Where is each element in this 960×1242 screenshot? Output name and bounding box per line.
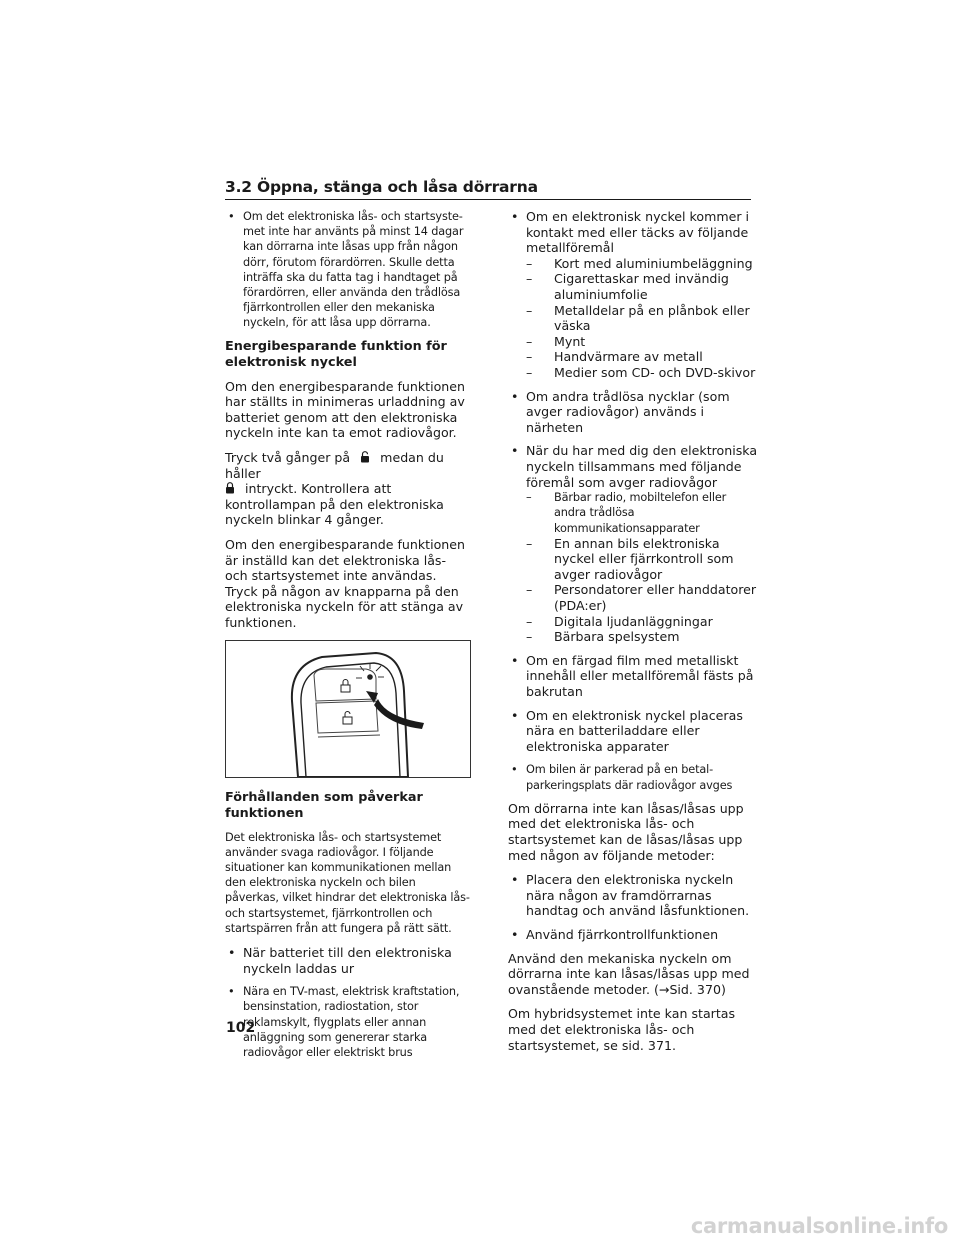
list-item-text: När du har med dig den elektroniska nyckeln tillsammans med följande föremål som avger radiovågor — [526, 443, 758, 490]
section-header — [225, 178, 751, 200]
left-column — [225, 209, 470, 1068]
sub-item: – Mynt — [526, 333, 586, 349]
page-number: 102 — [226, 1020, 256, 1036]
list-item: • Om andra trådlösa nycklar (som avger radiovågor) används i närheten — [508, 389, 758, 436]
electronic-key-drawing — [226, 641, 470, 777]
right-column — [508, 209, 758, 1062]
instruction-part-a: Tryck två gånger på — [225, 450, 351, 465]
list-item: • Om en elektronisk nyckel placeras nära en batteriladdare eller elektroniska apparater — [508, 708, 758, 755]
sub-item: – En annan bils elektroniska nyckel eller fjärrkontroll som avger radiovågor — [526, 535, 734, 582]
conditions-paragraph: Det elektroniska lås- och startsystemet använder svaga radiovågor. I följande situationer kan kommunikationen mellan den elektroniska nyckeln och bilen påverkas, vilket hindrar det elektroniska lås- och startsystemet, fjärrkontrollen och startspärren från att fungera på rätt sätt. — [225, 830, 470, 935]
hybrid-start-paragraph: Om hybridsystemet inte kan startas med det elektroniska lås- och startsystemet, se sid. 371. — [508, 1006, 736, 1053]
unlock-icon — [360, 451, 370, 463]
list-item: • Om en färgad film med metalliskt innehåll eller metallföremål fästs på bakrutan — [508, 653, 758, 700]
sub-item: – Medier som CD- och DVD-skivor — [526, 364, 756, 380]
sub-item: – Kort med aluminiumbeläggning — [526, 255, 753, 271]
list-item-radio — [508, 443, 758, 645]
heading-energy-saving: Energibesparande funktion för elektronisk nyckel — [225, 338, 447, 370]
watermark: carmanualsonline.info — [690, 1214, 948, 1238]
key-illustration — [225, 640, 471, 778]
list-item-text: Om en elektronisk nyckel kommer i kontakt med eller täcks av följande metallföremål — [526, 209, 750, 256]
energy-saving-note: Om den energibesparande funktionen är inställd kan det elektroniska lås- och startsystemet inte användas. Tryck på någon av knapparna på den elektroniska nyckeln för att stänga av funktionen. — [225, 536, 466, 630]
sub-item: – Bärbara spelsystem — [526, 629, 680, 645]
sub-item: – Digitala ljudanläggningar — [526, 613, 713, 629]
sub-item: – Bärbar radio, mobiltelefon eller andra trådlösa kommunikationsapparater — [526, 491, 727, 535]
energy-saving-paragraph: Om den energibesparande funktionen har ställts in minimeras urladdning av batteriet genom att den elektroniska nyckeln inte kan ta emot radiovågor. — [225, 378, 466, 441]
list-item: • Placera den elektroniska nyckeln nära någon av framdörrarnas handtag och använd låsfunktionen. — [508, 872, 758, 919]
heading-conditions: Förhållanden som påverkar funktionen — [225, 789, 423, 821]
sub-item: – Persondatorer eller handdatorer (PDA:er) — [526, 582, 757, 614]
list-item: • Om bilen är parkerad på en betal- parkeringsplats där radiovågor avges — [508, 762, 758, 792]
sub-item: – Handvärmare av metall — [526, 349, 703, 365]
instruction-part-b: medan du håller — [225, 450, 444, 481]
list-item-metal — [508, 209, 758, 381]
instruction-part-c: intryckt. Kontrollera att kontrollampan på den elektroniska nyckeln blinkar 4 gånger. — [225, 481, 444, 528]
energy-saving-instruction — [225, 450, 470, 528]
sub-item: – Cigarettaskar med invändig aluminiumfolie — [526, 271, 729, 302]
list-item: • När batteriet till den elektroniska nyckeln laddas ur — [225, 945, 470, 976]
sub-item: – Metalldelar på en plånbok eller väska — [526, 302, 750, 334]
alternative-methods-paragraph: Om dörrarna inte kan låsas/låsas upp med det elektroniska lås- och startsystemet kan de låsas/låsas upp med någon av följande metoder: — [508, 800, 744, 863]
list-item: • Använd fjärrkontrollfunktionen — [508, 927, 758, 943]
list-item: • Nära en TV-mast, elektrisk kraftstation, bensinstation, radiostation, stor reklamskylt, flygplats eller annan anläggning som genererar starka radiovågor eller elektriskt brus — [225, 984, 470, 1060]
mechanical-key-paragraph: Använd den mekaniska nyckeln om dörrarna inte kan låsas/låsas upp med ovanstående metoder. (→Sid. 370) — [508, 950, 750, 997]
intro-bullet: • Om det elektroniska lås- och startsyste- met inte har använts på minst 14 dagar kan dörrarna inte låsas upp från någon dörr, förutom förardörren. Skulle detta inträffa ska du fatta tag i handtaget på förardörren, eller använda den trådlösa fjärrkontrollen eller den mekaniska nyckeln, för att låsa upp dörrarna. — [225, 209, 470, 331]
lock-icon — [225, 482, 235, 494]
section-title: 3.2 Öppna, stänga och låsa dörrarna — [225, 178, 538, 196]
